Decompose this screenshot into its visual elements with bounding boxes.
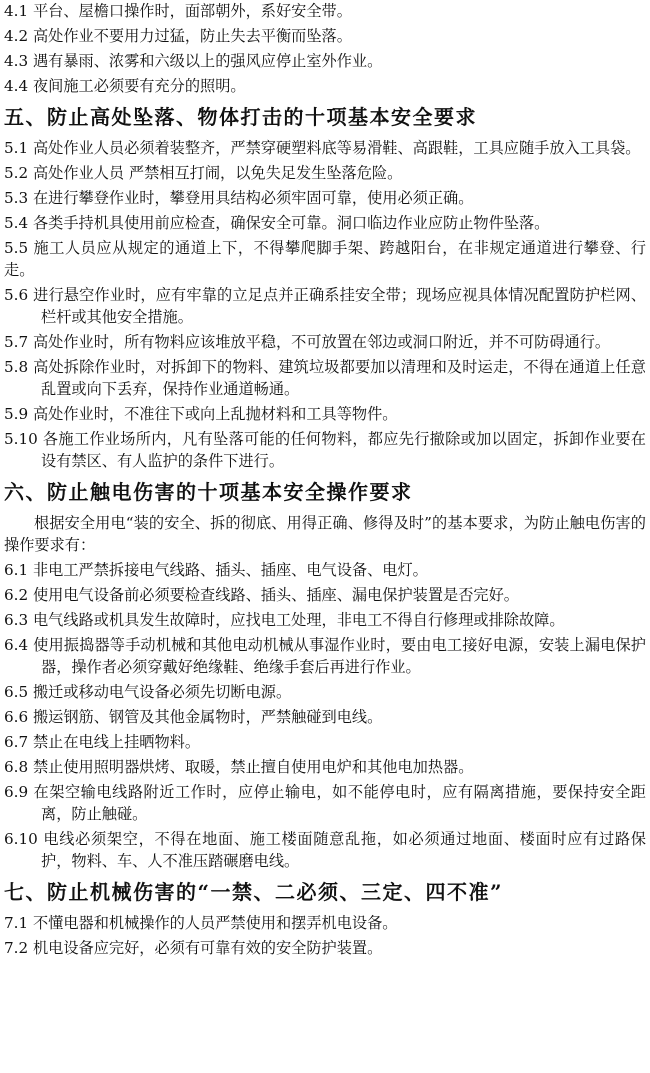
item-5-8: 5.8 高处拆除作业时，对拆卸下的物料、建筑垃圾都要加以清理和及时运走，不得在通道上任意乱置或向下丢弃，保持作业通道畅通。 — [4, 358, 646, 398]
item-7-2: 7.2 机电设备应完好，必须有可靠有效的安全防护装置。 — [4, 939, 383, 957]
item-6-6: 6.6 搬运钢筋、钢管及其他金属物时，严禁触碰到电线。 — [4, 708, 383, 726]
section-6-heading: 六、防止触电伤害的十项基本安全操作要求 — [4, 480, 413, 504]
item-5-9: 5.9 高处作业时，不准往下或向上乱抛材料和工具等物件。 — [4, 405, 398, 423]
item-5-10: 5.10 各施工作业场所内，凡有坠落可能的任何物料，都应先行撤除或加以固定，拆卸作业要在设有禁区、有人监护的条件下进行。 — [4, 430, 646, 470]
item-5-2: 5.2 高处作业人员 严禁相互打闹，以免失足发生坠落危险。 — [4, 164, 403, 182]
item-6-7: 6.7 禁止在电线上挂晒物料。 — [4, 733, 201, 751]
item-6-2: 6.2 使用电气设备前必须要检查线路、插头、插座、漏电保护装置是否完好。 — [4, 586, 519, 604]
item-6-4: 6.4 使用振捣器等手动机械和其他电动机械从事湿作业时，要由电工接好电源，安装上漏电保护器，操作者必须穿戴好绝缘鞋、绝缘手套后再进行作业。 — [4, 636, 646, 676]
item-5-6: 5.6 进行悬空作业时，应有牢靠的立足点并正确系挂安全带；现场应视具体情况配置防护栏网、栏杆或其他安全措施。 — [4, 286, 646, 326]
item-4-3: 4.3 遇有暴雨、浓雾和六级以上的强风应停止室外作业。 — [4, 52, 383, 70]
item-5-1: 5.1 高处作业人员必须着装整齐，严禁穿硬塑料底等易滑鞋、高跟鞋，工具应随手放入工具袋。 — [4, 139, 641, 157]
document-page — [4, 0, 646, 962]
item-6-10: 6.10 电线必须架空，不得在地面、施工楼面随意乱拖，如必须通过地面、楼面时应有过路保护，物料、车、人不准压踏碾磨电线。 — [4, 830, 646, 870]
section-6-intro: 根据安全用电“装的安全、拆的彻底、用得正确、修得及时”的基本要求，为防止触电伤害的操作要求有： — [4, 514, 646, 554]
item-5-4: 5.4 各类手持机具使用前应检查，确保安全可靠。洞口临边作业应防止物件坠落。 — [4, 214, 550, 232]
item-6-9: 6.9 在架空输电线路附近工作时，应停止输电，如不能停电时，应有隔离措施，要保持安全距离，防止触碰。 — [4, 783, 646, 823]
item-4-2: 4.2 高处作业不要用力过猛，防止失去平衡而坠落。 — [4, 27, 352, 45]
item-5-7: 5.7 高处作业时，所有物料应该堆放平稳，不可放置在邻边或洞口附近，并不可防碍通行。 — [4, 333, 611, 351]
item-6-5: 6.5 搬迁或移动电气设备必须先切断电源。 — [4, 683, 292, 701]
item-6-3: 6.3 电气线路或机具发生故障时，应找电工处理，非电工不得自行修理或排除故障。 — [4, 611, 565, 629]
item-6-1: 6.1 非电工严禁拆接电气线路、插头、插座、电气设备、电灯。 — [4, 561, 428, 579]
item-7-1: 7.1 不懂电器和机械操作的人员严禁使用和摆弄机电设备。 — [4, 914, 398, 932]
section-7-heading: 七、防止机械伤害的“一禁、二必须、三定、四不准” — [4, 880, 504, 904]
section-5-heading: 五、防止高处坠落、物体打击的十项基本安全要求 — [4, 105, 477, 129]
item-4-4: 4.4 夜间施工必须要有充分的照明。 — [4, 77, 246, 95]
item-5-3: 5.3 在进行攀登作业时，攀登用具结构必须牢固可靠，使用必须正确。 — [4, 189, 474, 207]
item-4-1: 4.1 平台、屋檐口操作时，面部朝外，系好安全带。 — [4, 2, 352, 20]
item-5-5: 5.5 施工人员应从规定的通道上下，不得攀爬脚手架、跨越阳台，在非规定通道进行攀登、行走。 — [4, 239, 646, 279]
item-6-8: 6.8 禁止使用照明器烘烤、取暖，禁止擅自使用电炉和其他电加热器。 — [4, 758, 474, 776]
